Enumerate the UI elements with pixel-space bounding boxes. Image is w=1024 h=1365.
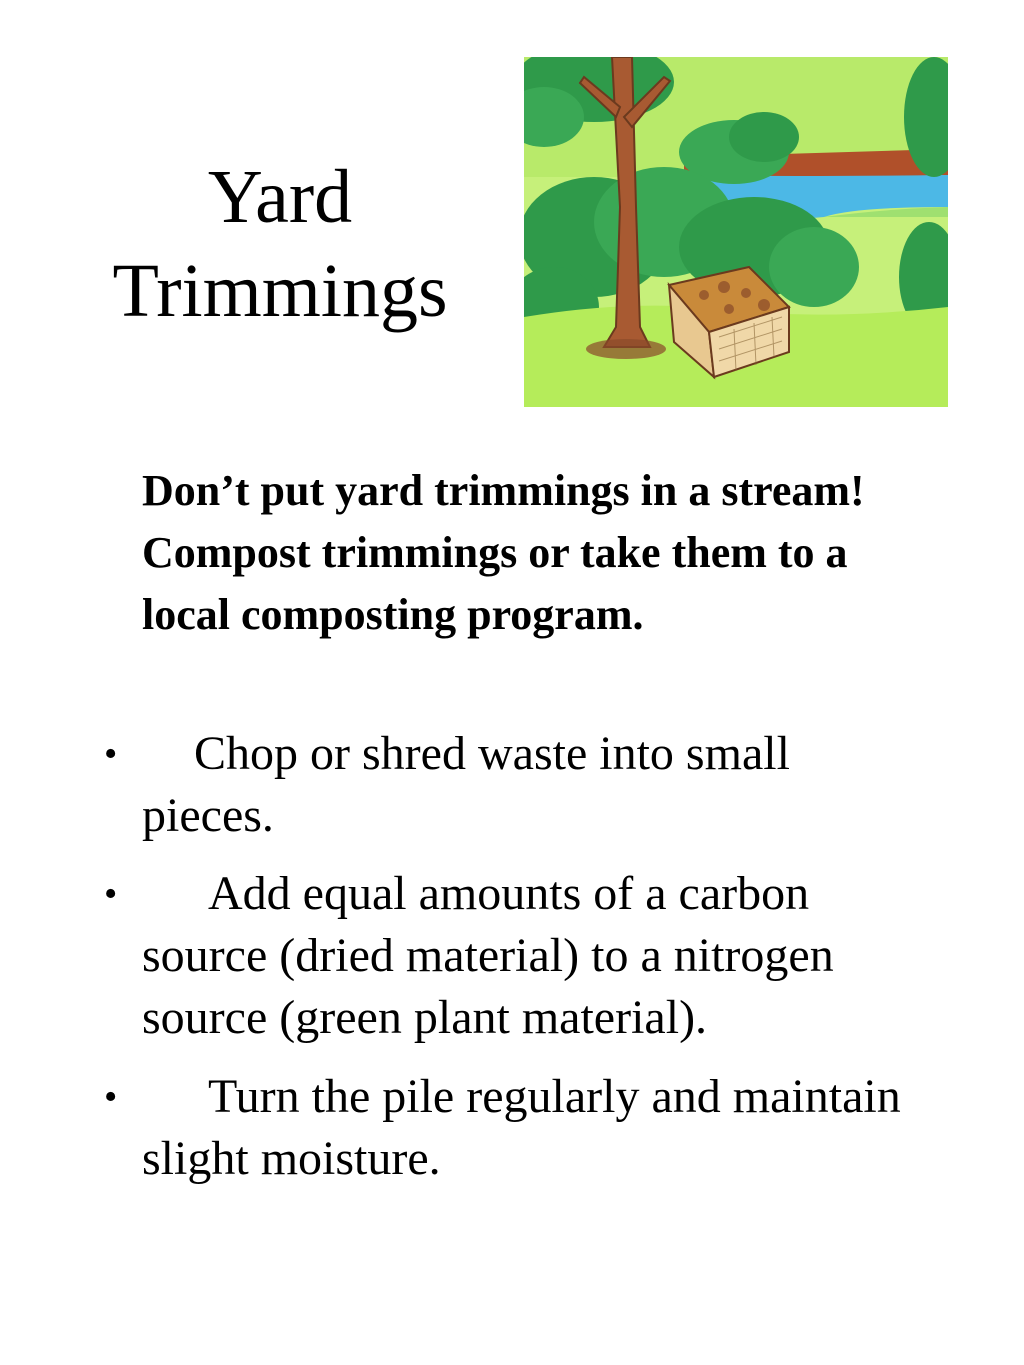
list-item-text: Turn the pile regularly and maintain slight moisture. — [142, 1070, 901, 1185]
title-line-1: Yard — [207, 155, 353, 239]
list-item — [104, 863, 932, 1049]
bullet-icon: • — [104, 733, 118, 775]
intro-paragraph: Don’t put yard trimmings in a stream! Compost trimmings or take them to a local composting program. — [142, 466, 865, 639]
compost-bin-yard-illustration — [524, 57, 948, 407]
bullet-icon: • — [104, 1076, 118, 1118]
list-item — [104, 1066, 932, 1190]
page-title — [60, 150, 500, 338]
title-line-2: Trimmings — [112, 249, 448, 333]
bullet-icon: • — [104, 873, 118, 915]
list-item — [104, 723, 932, 847]
list-item-text: Add equal amounts of a carbon source (dried material) to a nitrogen source (green plant material). — [142, 867, 834, 1044]
list-item-text: Chop or shred waste into small pieces. — [142, 727, 790, 842]
yard-scene-icon — [524, 57, 948, 407]
